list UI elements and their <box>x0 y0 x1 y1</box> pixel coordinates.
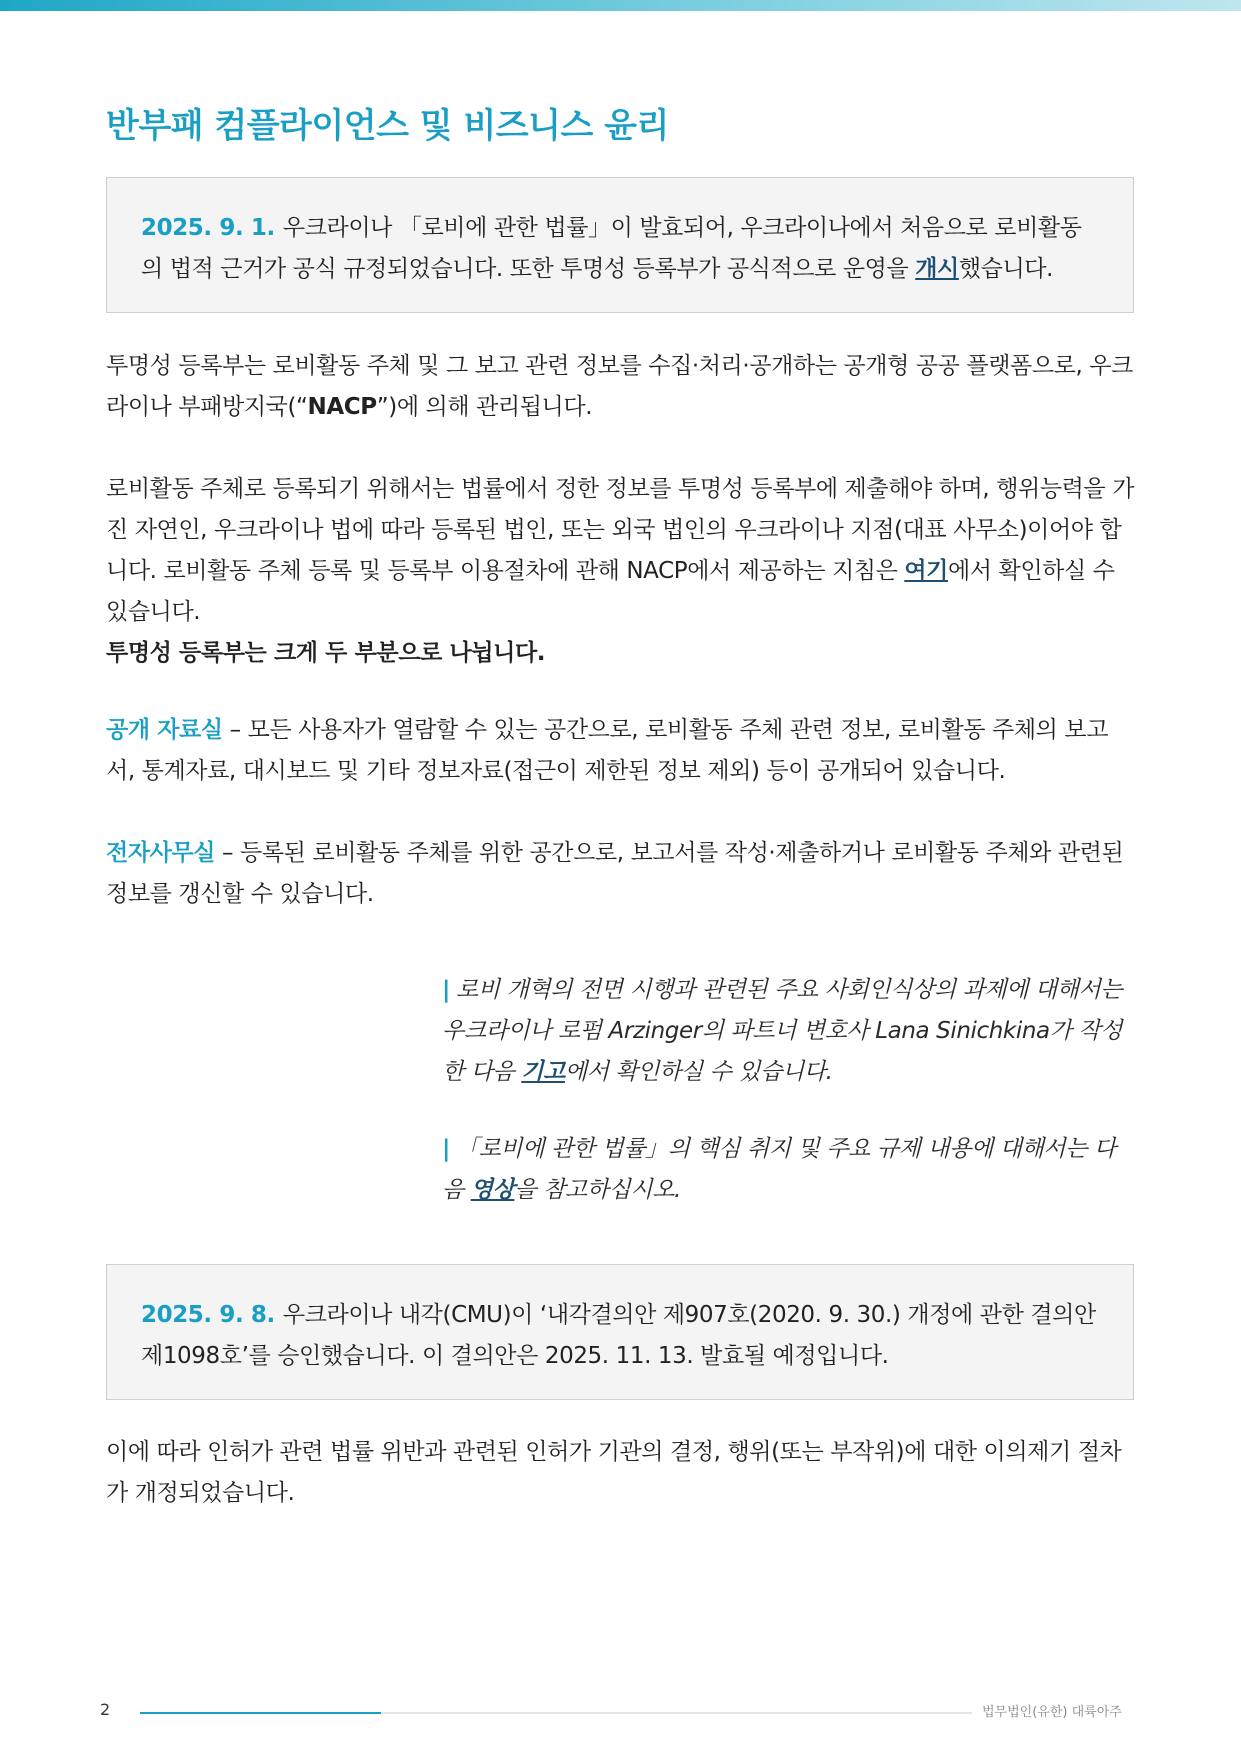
quote-article <box>442 970 1136 1093</box>
section-heading: 투명성 등록부는 크게 두 부분으로 나뉩니다. <box>106 640 546 666</box>
notice-box-sept-1 <box>106 177 1134 313</box>
paragraph-licensing: 이에 따라 인허가 관련 법률 위반과 관련된 인허가 기관의 결정, 행위(또는 부작위)에 대한 이의제기 절차가 개정되었습니다. <box>106 1439 1122 1506</box>
paragraph-text-end: ”)에 의해 관리됩니다. <box>376 394 593 420</box>
notice-box-sept-8 <box>106 1264 1134 1400</box>
paragraph-registration <box>106 469 1136 633</box>
notice-text: 우크라이나 「로비에 관한 법률」이 발효되어, 우크라이나에서 처음으로 로비활동의 법적 근거가 공식 규정되었습니다. 또한 투명성 등록부가 공식적으로 운영을 <box>141 215 1082 282</box>
public-archive-label: 공개 자료실 <box>106 717 223 743</box>
paragraph-e-office <box>106 833 1136 915</box>
paragraph-public-archive <box>106 710 1136 792</box>
top-accent-bar <box>0 0 1241 11</box>
e-office-text: – 등록된 로비활동 주체를 위한 공간으로, 보고서를 작성·제출하거나 로비활동 주체와 관련된 정보를 갱신할 수 있습니다. <box>106 840 1124 907</box>
quote-text: 「로비에 관한 법률」의 핵심 취지 및 주요 규제 내용에 대해서는 다음 <box>442 1136 1116 1203</box>
page-title: 반부패 컴플라이언스 및 비즈니스 윤리 <box>106 106 669 146</box>
notice-date: 2025. 9. 8. <box>141 1302 275 1328</box>
page-number: 2 <box>100 1700 111 1719</box>
notice-text: 우크라이나 내각(CMU)이 ‘내각결의안 제907호(2020. 9. 30.) 개정에 관한 결의안 제1098호’를 승인했습니다. 이 결의안은 2025. 11. 13. 발효될 예정입니다. <box>141 1302 1096 1369</box>
footer-progress-fill <box>140 1712 381 1714</box>
quote-bar-icon: | <box>442 1136 451 1162</box>
notice-date: 2025. 9. 1. <box>141 215 275 241</box>
article-link[interactable]: 기고 <box>521 1059 565 1085</box>
launch-link[interactable]: 개시 <box>915 256 959 282</box>
paragraph-registry-intro <box>106 346 1136 428</box>
public-archive-text: – 모든 사용자가 열람할 수 있는 공간으로, 로비활동 주체 관련 정보, 로비활동 주체의 보고서, 통계자료, 대시보드 및 기타 정보자료(접근이 제한된 정보 제외) 등이 공개되어 있습니다. <box>106 717 1109 784</box>
quote-text-end: 에서 확인하실 수 있습니다. <box>564 1059 833 1085</box>
e-office-label: 전자사무실 <box>106 840 216 866</box>
video-link[interactable]: 영상 <box>470 1177 515 1203</box>
quote-text-end: 을 참고하십시오. <box>514 1177 681 1203</box>
quote-bar-icon: | <box>442 977 451 1003</box>
quote-text: 로비 개혁의 전면 시행과 관련된 주요 사회인식상의 과제에 대해서는 우크라이나 로펌 Arzinger의 파트너 변호사 Lana Sinichkina가 작성한 다음 <box>442 977 1123 1085</box>
guide-link[interactable]: 여기 <box>904 558 948 584</box>
footer-progress-line <box>140 1712 972 1714</box>
paragraph-text: 투명성 등록부는 로비활동 주체 및 그 보고 관련 정보를 수집·처리·공개하는 공개형 공공 플랫폼으로, 우크라이나 부패방지국(“ <box>106 353 1133 420</box>
nacp-abbr: NACP <box>307 394 377 420</box>
quote-video <box>442 1129 1136 1211</box>
paragraph-text: 로비활동 주체로 등록되기 위해서는 법률에서 정한 정보를 투명성 등록부에 제출해야 하며, 행위능력을 가진 자연인, 우크라이나 법에 따라 등록된 법인, 또는 외국 법인의 우크라이나 지점(대표 사무소)이어야 합니다. 로비활동 주체 등록 및 등록부 이용절차에 관해 NACP에서 제공하는 지침은 <box>106 476 1135 584</box>
notice-text-end: 했습니다. <box>958 256 1054 282</box>
paragraph-text-end: 에서 확인하실 수 있습니다. <box>106 558 1115 625</box>
firm-name: 법무법인(유한) 대륙아주 <box>982 1705 1122 1720</box>
